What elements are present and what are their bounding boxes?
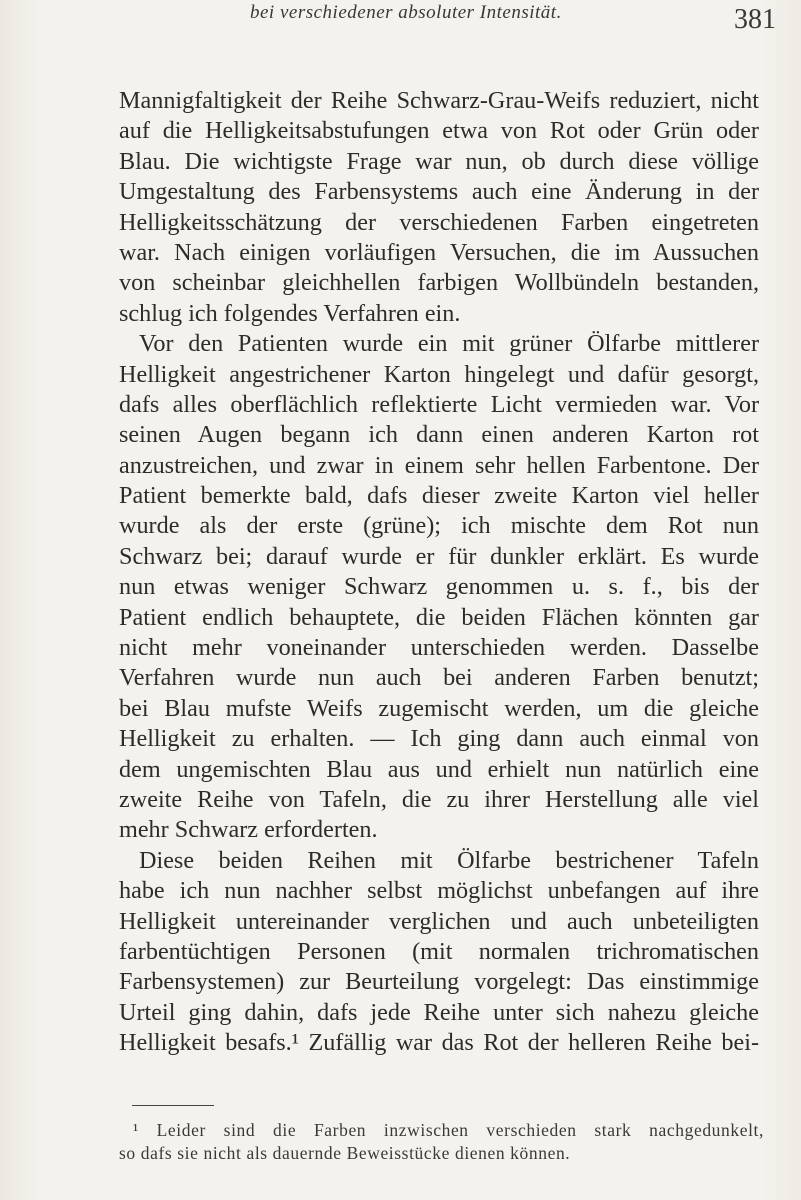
text-line: habe ich nun nachher selbst möglichst unbefangen auf ihre: [119, 877, 759, 905]
text-line: auf die Helligkeitsabstufungen etwa von Rot oder Grün oder: [119, 117, 759, 145]
text-line: wurde als der erste (grüne); ich mischte dem Rot nun: [119, 512, 759, 540]
text-line: seinen Augen begann ich dann einen anderen Karton rot: [119, 421, 759, 449]
text-line: mehr Schwarz erforderten.: [119, 816, 378, 844]
text-line: nun etwas weniger Schwarz genommen u. s. f., bis der: [119, 573, 759, 601]
text-line: Vor den Patienten wurde ein mit grüner Ölfarbe mittlerer: [139, 330, 759, 358]
page-header: [0, 2, 801, 35]
text-line: Helligkeitsschätzung der verschiedenen Farben eingetreten: [119, 208, 759, 236]
text-line: Blau. Die wichtigste Frage war nun, ob durch diese völlige: [119, 147, 759, 175]
text-line: war. Nach einigen vorläufigen Versuchen, die im Aussuchen: [119, 238, 759, 266]
text-line: Patient bemerkte bald, dafs dieser zweite Karton viel heller: [119, 482, 759, 510]
footnote-divider: [132, 1105, 214, 1106]
text-line: Mannigfaltigkeit der Reihe Schwarz-Grau-Weifs reduziert, nicht: [119, 87, 759, 114]
footnote: [119, 1119, 764, 1165]
text-line: nicht mehr voneinander unterschieden werden. Dasselbe: [119, 634, 759, 662]
text-line: Helligkeit besafs.¹ Zufällig war das Rot der helleren Reihe bei-: [119, 1029, 759, 1057]
text-line: von scheinbar gleichhellen farbigen Wollbündeln bestanden,: [119, 269, 759, 297]
text-line: Umgestaltung des Farbensystems auch eine Änderung in der: [119, 178, 759, 206]
text-line: Schwarz bei; darauf wurde er für dunkler erklärt. Es wurde: [119, 542, 759, 570]
text-line: anzustreichen, und zwar in einem sehr hellen Farbentone. Der: [119, 451, 759, 479]
text-line: zweite Reihe von Tafeln, die zu ihrer Herstellung alle viel: [119, 785, 759, 813]
running-head: bei verschiedener absoluter Intensität.: [250, 2, 562, 23]
footnote-line: so dafs sie nicht als dauernde Beweisstücke dienen können.: [119, 1143, 571, 1163]
text-line: Helligkeit angestrichener Karton hingelegt und dafür gesorgt,: [119, 360, 759, 388]
text-line: Patient endlich behauptete, die beiden Flächen könnten gar: [119, 603, 759, 631]
text-line: Helligkeit zu erhalten. — Ich ging dann auch einmal von: [119, 725, 759, 753]
text-line: Urteil ging dahin, dafs jede Reihe unter sich nahezu gleiche: [119, 998, 759, 1026]
text-line: Verfahren wurde nun auch bei anderen Farben benutzt;: [119, 664, 759, 692]
body-text: [119, 86, 759, 1059]
text-line: Helligkeit untereinander verglichen und auch unbeteiligten: [119, 907, 759, 935]
text-line: farbentüchtigen Personen (mit normalen trichromatischen: [119, 937, 759, 965]
text-line: dafs alles oberflächlich reflektierte Licht vermieden war. Vor: [119, 390, 759, 418]
text-line: dem ungemischten Blau aus und erhielt nun natürlich eine: [119, 755, 759, 783]
text-line: Farbensystemen) zur Beurteilung vorgelegt: Das einstimmige: [119, 968, 759, 996]
footnote-line: ¹ Leider sind die Farben inzwischen verschieden stark nachgedunkelt,: [133, 1120, 764, 1140]
text-line: bei Blau mufste Weifs zugemischt werden, um die gleiche: [119, 694, 759, 722]
page-number: 381: [734, 4, 776, 35]
text-line: schlug ich folgendes Verfahren ein.: [119, 299, 461, 327]
text-line: Diese beiden Reihen mit Ölfarbe bestrichener Tafeln: [139, 846, 759, 874]
